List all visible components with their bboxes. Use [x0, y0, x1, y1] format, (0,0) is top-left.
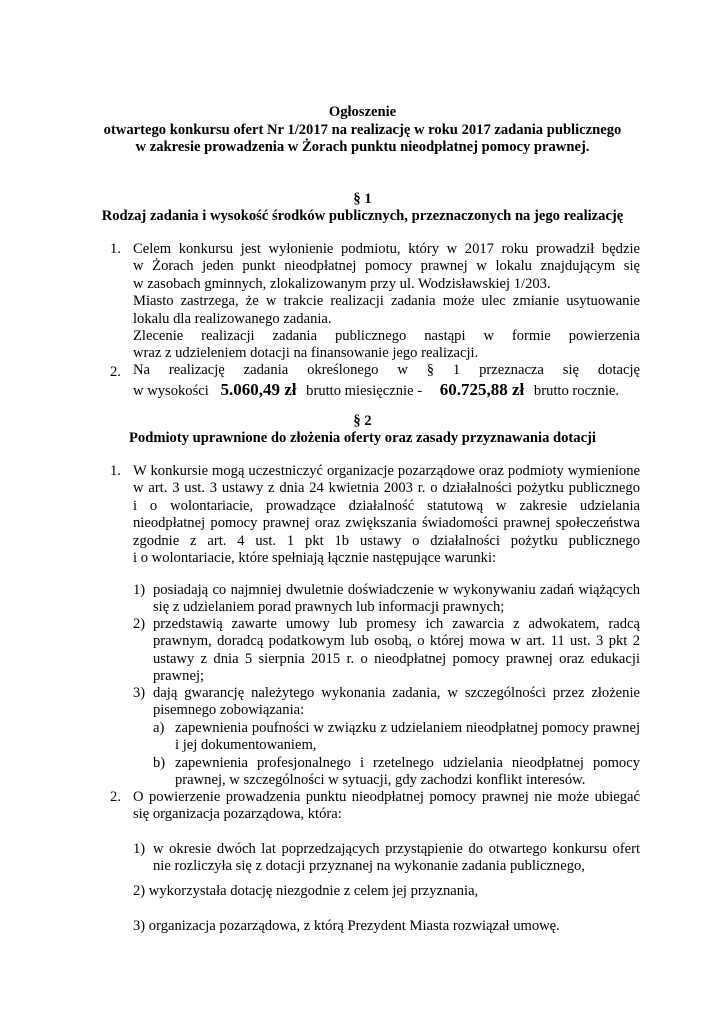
exclusion-line: w okresie dwóch lat poprzedzających przystąpienie do otwartego konkursu ofert	[153, 841, 640, 857]
condition-line: posiadają co najmniej dwuletnie doświadczenie w wykonywaniu zadań wiążących	[153, 582, 640, 598]
sub-line: prawnej, w szczególności w sytuacji, gdy zachodzi konflikt interesów.	[175, 772, 586, 789]
sub-line: zapewnienia poufności w związku z udzielaniem nieodpłatnej pomocy prawnej	[175, 720, 640, 736]
s2-item-1-number: 1.	[110, 463, 121, 479]
exclusion-1-number: 1)	[133, 841, 146, 857]
document-title: Ogłoszenie	[328, 104, 397, 120]
s1-item-2-number: 2.	[110, 364, 121, 380]
exclusion-line: 3) organizacja pozarządowa, z którą Prezydent Miasta rozwiązał umowę.	[133, 918, 560, 934]
monthly-amount: 5.060,49 zł	[220, 380, 297, 400]
exclusion-line: 2) wykorzystała dotację niezgodnie z celem jej przyznania,	[133, 883, 479, 899]
condition-line: pisemnego zobowiązania:	[153, 702, 305, 719]
exclusion-2	[133, 883, 478, 900]
exclusion-line: nie rozliczyła się z dotacji przyznanej na wykonanie zadania publicznego,	[153, 858, 585, 875]
condition-3	[153, 685, 640, 720]
s2-item-2	[133, 789, 640, 824]
s1-item-2	[133, 362, 640, 401]
monthly-label: brutto miesięcznie -	[306, 383, 423, 400]
s2-item-2-number: 2.	[110, 789, 121, 805]
s2-item-1-line: i o wolontariacie, prowadzące działalność statutową w zakresie udzielania	[133, 497, 640, 514]
condition-1	[153, 582, 640, 617]
condition-1-number: 1)	[133, 582, 146, 598]
s1-item-1-line: wraz z udzieleniem dotacji na finansowanie jego realizacji.	[133, 345, 479, 362]
sub-a-number: a)	[153, 720, 165, 736]
sub-a	[175, 720, 640, 755]
amount-prefix: w wysokości	[133, 383, 209, 400]
condition-line: przedstawią zawarte umowy lub promesy ich zawarcia z adwokatem, radcą	[153, 616, 640, 632]
s1-item-2-amount-line	[133, 381, 640, 400]
section-1-heading: Rodzaj zadania i wysokość środków publicznych, przeznaczonych na jego realizację	[101, 208, 624, 224]
s1-item-1-number: 1.	[110, 241, 121, 257]
section-1-mark: § 1	[353, 191, 372, 207]
condition-2-number: 2)	[133, 616, 146, 632]
sub-b	[175, 755, 640, 790]
sub-line: zapewnienia profesjonalnego i rzetelnego udzielania nieodpłatnej pomocy	[175, 755, 640, 771]
condition-line: się z udzielaniem porad prawnych lub informacji prawnych;	[153, 599, 505, 616]
exclusion-1	[153, 841, 640, 876]
s1-item-1-line: Zlecenie realizacji zadania publicznego nastąpi w formie powierzenia	[133, 328, 640, 345]
sub-b-number: b)	[153, 755, 166, 771]
s2-item-1-line: zgodnie z art. 4 ust. 1 pkt 1b ustawy o działalności pożytku publicznego	[133, 532, 640, 549]
sub-line: i jej dokumentowaniem,	[175, 737, 317, 754]
condition-line: prawnym, doradcą podatkowym lub osobą, o której mowa w art. 11 ust. 3 pkt 2	[153, 633, 640, 650]
s2-item-1	[133, 463, 640, 567]
s1-item-1-line: Celem konkursu jest wyłonienie podmiotu, który w 2017 roku prowadził będzie	[133, 241, 640, 257]
document-subtitle-line-1: otwartego konkursu ofert Nr 1/2017 na realizację w roku 2017 zadania publicznego	[103, 122, 622, 138]
s2-item-2-line: O powierzenie prowadzenia punktu nieodpłatnej pomocy prawnej nie może ubiegać	[133, 789, 640, 805]
s1-item-1-line: lokalu dla realizowanego zadania.	[133, 310, 332, 327]
condition-line: dają gwarancję należytego wykonania zadania, w szczególności przez złożenie	[153, 685, 640, 701]
section-2-heading: Podmioty uprawnione do złożenia oferty oraz zasady przyznawania dotacji	[129, 430, 596, 446]
exclusion-3	[133, 918, 560, 935]
s2-item-2-line: się organizacja pozarządowa, która:	[133, 806, 342, 823]
s2-item-1-line: i o wolontariacie, które spełniają łącznie następujące warunki:	[133, 550, 497, 567]
s1-item-1-line: w Żorach jeden punkt nieodpłatnej pomocy prawnej w lokalu znajdującym się	[133, 258, 640, 275]
document-subtitle-line-2: w zakresie prowadzenia w Żorach punktu nieodpłatnej pomocy prawnej.	[135, 139, 590, 155]
s1-item-1-line: w zasobach gminnych, zlokalizowanym przy ul. Wodzisławskiej 1/203.	[133, 275, 551, 292]
condition-line: ustawy z dnia 5 sierpnia 2015 r. o nieodpłatnej pomocy prawnej oraz edukacji	[153, 650, 640, 667]
yearly-label: brutto rocznie.	[533, 383, 620, 400]
condition-3-number: 3)	[133, 685, 146, 701]
s1-item-1	[133, 241, 640, 363]
s2-item-1-line: nieodpłatnej pomocy prawnej oraz zwiększania świadomości prawnej społeczeństwa	[133, 515, 640, 532]
condition-2	[153, 616, 640, 686]
yearly-amount: 60.725,88 zł	[439, 380, 525, 400]
s2-item-1-line: w art. 3 ust. 3 ustawy z dnia 24 kwietnia 2003 r. o działalności pożytku publicznego	[133, 480, 640, 497]
s1-item-1-line: Miasto zastrzega, że w trakcie realizacji zadania może ulec zmianie usytuowanie	[133, 293, 640, 310]
s2-item-1-line: W konkursie mogą uczestniczyć organizacje pozarządowe oraz podmioty wymienione	[133, 463, 640, 479]
condition-line: prawnej;	[153, 668, 205, 685]
section-2-mark: § 2	[353, 413, 372, 429]
s1-item-2-line: Na realizację zadania określonego w § 1 przeznacza się dotację	[133, 362, 640, 378]
